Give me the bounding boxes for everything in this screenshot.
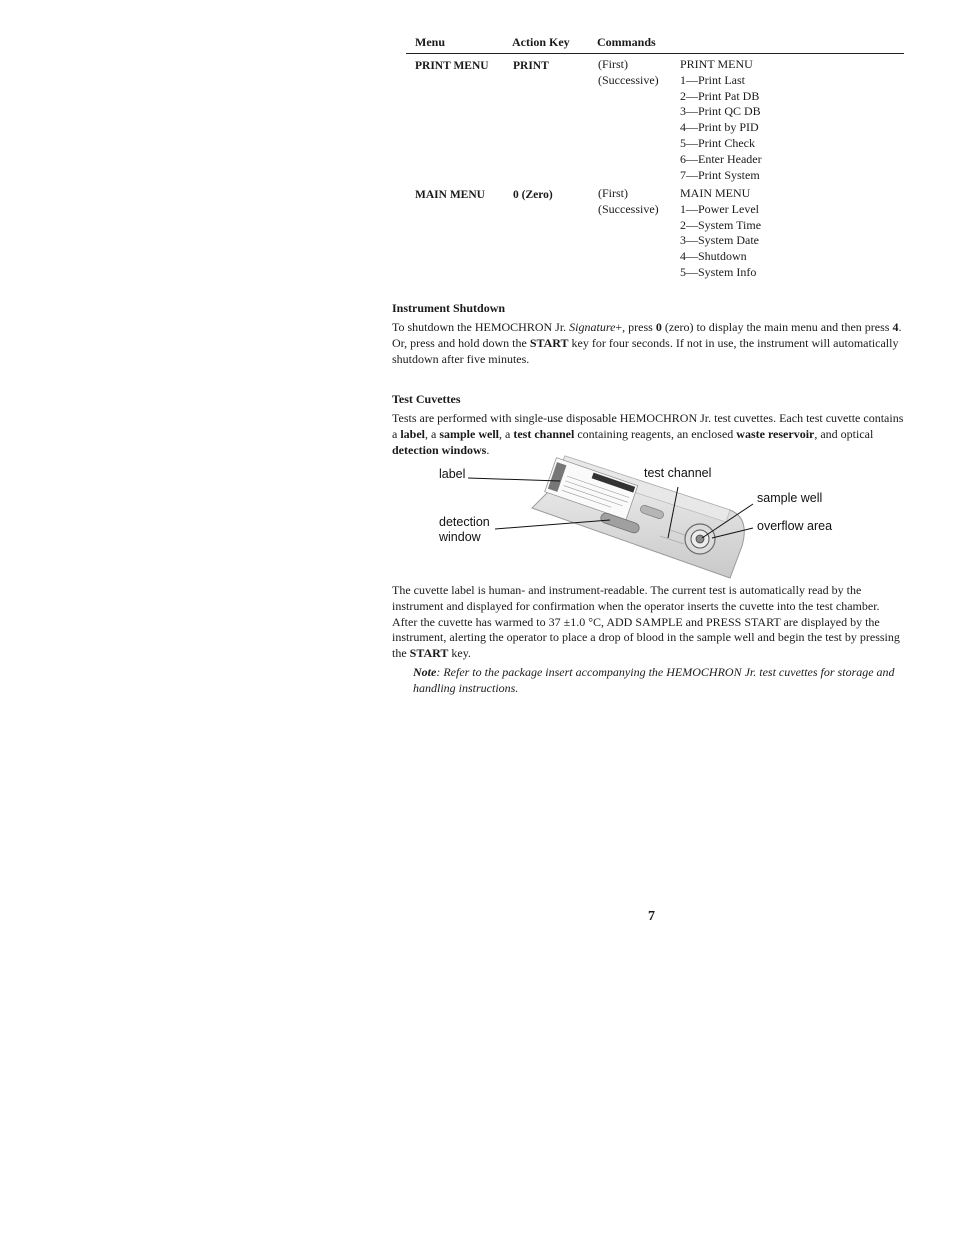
option-line: 5—System Info bbox=[680, 264, 757, 279]
option-line: 4—Print by PID bbox=[680, 120, 759, 135]
cuvettes-paragraph: Tests are performed with single-use disposable HEMOCHRON Jr. test cuvettes. Each test cuvette contains a label, a sample well, a test channel containing reagents, an enclosed waste reservoir, and optical detection windows. bbox=[392, 411, 904, 457]
option-line: PRINT MENU bbox=[680, 57, 753, 71]
table-header-menu: Menu bbox=[415, 35, 445, 49]
figure-label-test-channel: test channel bbox=[644, 466, 712, 480]
table-cell-menu: MAIN MENU bbox=[415, 189, 485, 201]
figure-label-label: label bbox=[439, 467, 466, 481]
option-line: 1—Print Last bbox=[680, 72, 745, 87]
figure-label-sample-well: sample well bbox=[757, 491, 823, 505]
option-line: 1—Power Level bbox=[680, 201, 759, 216]
option-line: 3—Print QC DB bbox=[680, 104, 761, 119]
section-heading-cuvettes: Test Cuvettes bbox=[392, 392, 461, 406]
section-heading-shutdown: Instrument Shutdown bbox=[392, 301, 506, 315]
page-number: 7 bbox=[648, 909, 655, 924]
table-cell-menu: PRINT MENU bbox=[415, 60, 489, 72]
option-line: 7—Print System bbox=[680, 167, 760, 182]
table-cell-command-first: (First) bbox=[598, 186, 628, 200]
figure-label-overflow-area: overflow area bbox=[757, 519, 833, 533]
table-cell-command-first: (First) bbox=[598, 57, 628, 71]
note-label: Note bbox=[413, 665, 437, 679]
figure-label-detection-window: detection window bbox=[439, 515, 490, 544]
cuvette-readable-paragraph: The cuvette label is human- and instrument-readable. The current test is automatically read by the instrument and displayed for confirmation when the operator inserts the cuvette into the test chamber. After the cuvette has warmed to 37 ±1.0 °C, ADD SAMPLE and PRESS START are displayed by the instrument, alerting the operator to place a drop of blood in the sample well and begin the test by pressing the START key. bbox=[392, 583, 900, 661]
option-line: 4—Shutdown bbox=[680, 249, 747, 264]
table-cell-command-successive: (Successive) bbox=[598, 202, 659, 216]
option-line: 2—Print Pat DB bbox=[680, 88, 760, 103]
zero-key: 0 bbox=[513, 189, 519, 201]
table-cell-action-key bbox=[513, 189, 553, 201]
option-line: 5—Print Check bbox=[680, 135, 755, 150]
main-menu-options bbox=[680, 186, 761, 281]
table-header-rule bbox=[406, 53, 904, 54]
print-menu-options bbox=[680, 57, 762, 183]
option-line: 6—Enter Header bbox=[680, 151, 762, 166]
option-line: MAIN MENU bbox=[680, 186, 751, 200]
shutdown-paragraph: To shutdown the HEMOCHRON Jr. Signature+, press 0 (zero) to display the main menu and then press 4. Or, press and hold down the START key for four seconds. If not in use, the instrument will automatically shutdown after five minutes. bbox=[392, 320, 902, 366]
table-header-commands: Commands bbox=[597, 35, 656, 49]
zero-key-label: (Zero) bbox=[518, 189, 553, 201]
note-paragraph: Note: Refer to the package insert accompanying the HEMOCHRON Jr. test cuvettes for storage and handling instructions. bbox=[413, 665, 895, 695]
leader-line-label bbox=[468, 478, 560, 481]
option-line: 2—System Time bbox=[680, 217, 762, 232]
table-cell-command-successive: (Successive) bbox=[598, 73, 659, 87]
table-cell-action-key: PRINT bbox=[513, 60, 549, 72]
table-header-action-key: Action Key bbox=[512, 35, 570, 49]
sample-well-center bbox=[696, 535, 704, 543]
option-line: 3—System Date bbox=[680, 233, 759, 248]
